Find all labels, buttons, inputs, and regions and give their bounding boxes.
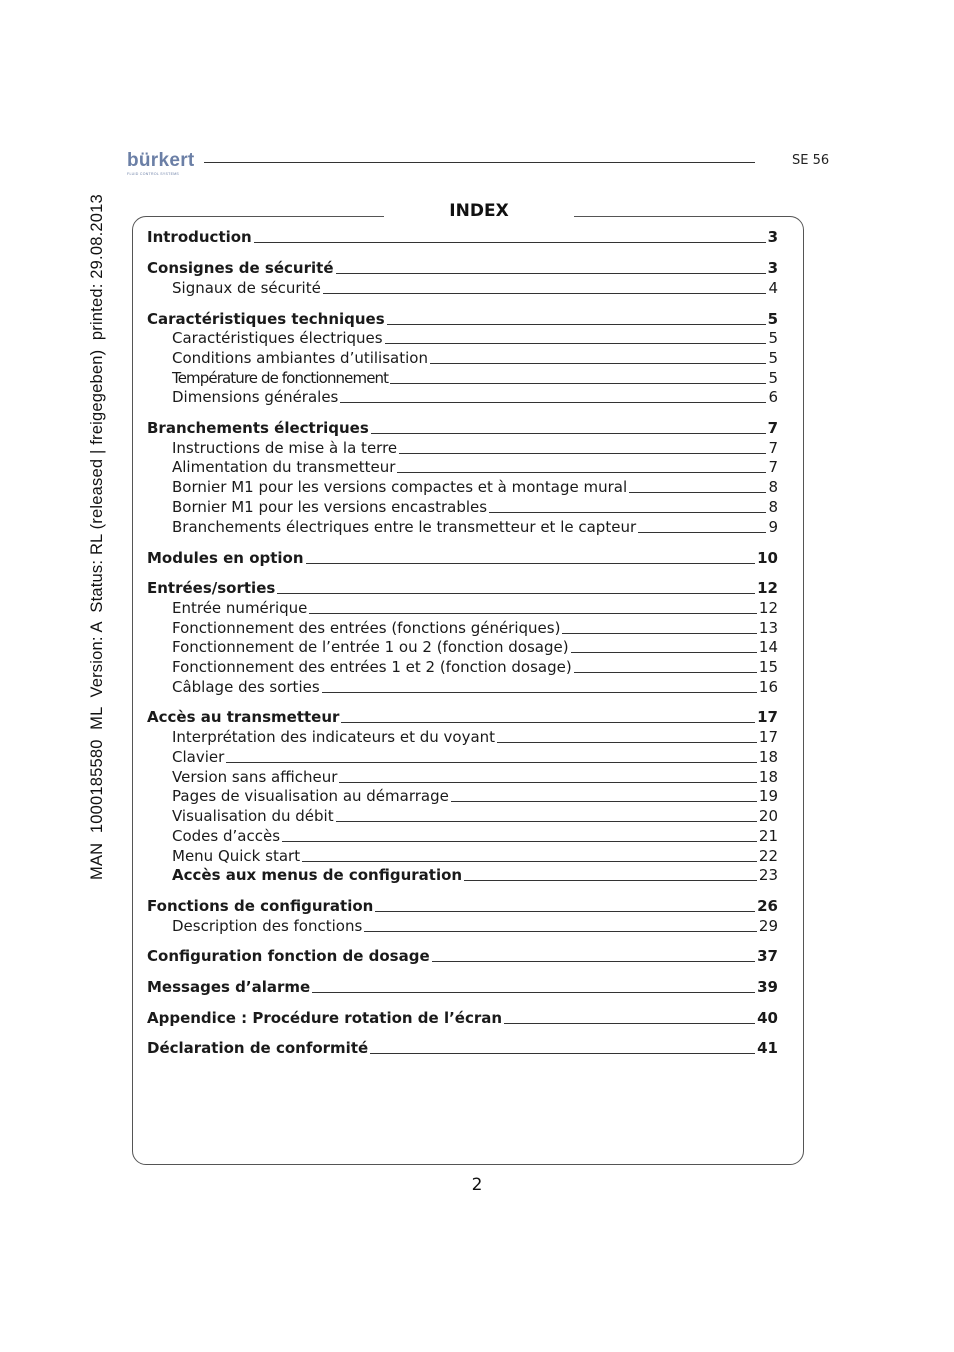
document-code: SE 56: [792, 153, 830, 168]
toc-entry[interactable]: [172, 915, 778, 935]
toc-leader: [451, 801, 757, 802]
toc-entry-page: 18: [758, 748, 778, 766]
toc-entry[interactable]: [172, 516, 778, 536]
toc-entry[interactable]: [172, 437, 778, 457]
toc-entry-title: Caractéristiques électriques: [172, 329, 383, 347]
toc-entry-title: Messages d’alarme: [147, 978, 311, 996]
toc-entry-page: 29: [758, 917, 778, 935]
toc-entry-page: 37: [757, 947, 778, 965]
toc-leader: [336, 821, 757, 822]
toc-leader: [302, 861, 757, 862]
toc-entry-page: 21: [758, 827, 778, 845]
toc-entry[interactable]: [172, 617, 778, 637]
toc-entry-page: 5: [768, 369, 778, 387]
toc-entry[interactable]: [147, 945, 778, 965]
header-rule: [204, 162, 755, 163]
toc-entry-title: Entrées/sorties: [147, 579, 276, 597]
toc-entry[interactable]: [172, 597, 778, 617]
toc-entry[interactable]: [172, 766, 778, 786]
toc-entry-title: Caractéristiques techniques: [147, 310, 385, 328]
toc-entry[interactable]: [147, 1037, 778, 1057]
toc-leader: [322, 692, 757, 693]
toc-entry[interactable]: [172, 456, 778, 476]
toc-entry[interactable]: [172, 825, 778, 845]
toc-entry[interactable]: [172, 785, 778, 805]
toc-entry-title: Codes d’accès: [172, 827, 281, 845]
toc-entry-page: 13: [758, 619, 778, 637]
toc-entry-page: 5: [767, 310, 778, 328]
toc-entry-title: Déclaration de conformité: [147, 1039, 369, 1057]
toc-entry[interactable]: [172, 386, 778, 406]
toc-entry-title: Description des fonctions: [172, 917, 363, 935]
toc-entry-page: 17: [758, 728, 778, 746]
toc-leader: [339, 782, 757, 783]
toc-entry[interactable]: [147, 1007, 778, 1027]
toc-entry[interactable]: [172, 864, 778, 884]
toc-leader: [629, 492, 766, 493]
toc-leader: [364, 931, 757, 932]
toc-leader: [497, 742, 757, 743]
toc-entry[interactable]: [147, 226, 778, 246]
toc-entry-page: 6: [768, 388, 778, 406]
toc-entry-title: Câblage des sorties: [172, 678, 320, 696]
toc-leader: [323, 293, 767, 294]
toc-leader: [638, 532, 766, 533]
toc-leader: [282, 841, 757, 842]
toc-entry[interactable]: [172, 327, 778, 347]
toc-leader: [464, 880, 757, 881]
toc-entry-page: 3: [767, 259, 778, 277]
toc-entry-title: Température de fonctionnement: [172, 369, 389, 387]
toc-leader: [574, 672, 757, 673]
toc-leader: [571, 652, 757, 653]
toc-leader: [254, 242, 766, 243]
toc-entry[interactable]: [147, 976, 778, 996]
toc-entry-page: 5: [768, 349, 778, 367]
toc-entry[interactable]: [172, 347, 778, 367]
toc-entry-page: 18: [758, 768, 778, 786]
toc-entry[interactable]: [172, 805, 778, 825]
toc-entry-title: Visualisation du débit: [172, 807, 334, 825]
toc-leader: [306, 563, 756, 564]
toc-entry[interactable]: [172, 277, 778, 297]
toc-entry-page: 14: [758, 638, 778, 656]
toc-entry-title: Introduction: [147, 228, 252, 246]
toc-entry-title: Accès aux menus de configuration: [172, 866, 463, 884]
index-title: INDEX: [449, 201, 509, 221]
toc-entry-page: 4: [768, 279, 778, 297]
toc-leader: [309, 613, 757, 614]
toc-leader: [277, 593, 755, 594]
toc-leader: [226, 762, 757, 763]
toc-entry-title: Fonctions de configuration: [147, 897, 374, 915]
toc-leader: [312, 992, 755, 993]
toc-leader: [387, 324, 766, 325]
toc-entry-title: Bornier M1 pour les versions encastrables: [172, 498, 488, 516]
toc-entry-title: Appendice : Procédure rotation de l’écran: [147, 1009, 503, 1027]
toc-entry[interactable]: [147, 257, 778, 277]
toc-entry-title: Fonctionnement de l’entrée 1 ou 2 (fonction dosage): [172, 638, 569, 656]
toc-entry-page: 39: [757, 978, 778, 996]
toc-entry-page: 7: [768, 439, 778, 457]
toc-leader: [336, 273, 766, 274]
toc-leader: [562, 633, 756, 634]
toc-entry[interactable]: [172, 845, 778, 865]
toc-entry[interactable]: [172, 746, 778, 766]
toc-entry[interactable]: [147, 417, 778, 437]
toc-entry-page: 9: [768, 518, 778, 536]
toc-entry-page: 23: [758, 866, 778, 884]
toc-entry-title: Branchements électriques: [147, 419, 369, 437]
toc-entry-page: 8: [768, 498, 778, 516]
toc-entry[interactable]: [172, 656, 778, 676]
toc-leader: [432, 961, 756, 962]
toc-entry-page: 12: [757, 579, 778, 597]
toc-entry-page: 10: [757, 549, 778, 567]
toc-entry-page: 20: [758, 807, 778, 825]
toc-entry-title: Signaux de sécurité: [172, 279, 321, 297]
toc-entry-title: Version sans afficheur: [172, 768, 338, 786]
toc-entry-title: Menu Quick start: [172, 847, 301, 865]
toc-entry-page: 3: [767, 228, 778, 246]
toc-entry[interactable]: [172, 476, 778, 496]
toc-entry-page: 41: [757, 1039, 778, 1057]
toc-entry-page: 17: [757, 708, 778, 726]
toc-entry-title: Fonctionnement des entrées 1 et 2 (fonction dosage): [172, 658, 572, 676]
toc-entry-title: Branchements électriques entre le transmetteur et le capteur: [172, 518, 637, 536]
page-number: 2: [471, 1175, 483, 1195]
toc-entry-page: 40: [757, 1009, 778, 1027]
toc-entry-page: 15: [758, 658, 778, 676]
toc-entry[interactable]: [172, 636, 778, 656]
toc-entry[interactable]: [172, 496, 778, 516]
toc-leader: [371, 433, 766, 434]
toc-entry-page: 12: [758, 599, 778, 617]
toc-entry-page: 5: [768, 329, 778, 347]
toc-leader: [340, 402, 766, 403]
toc-leader: [489, 512, 766, 513]
toc-entry-title: Consignes de sécurité: [147, 259, 334, 277]
toc-entry-title: Modules en option: [147, 549, 304, 567]
toc-leader: [341, 722, 755, 723]
burkert-logo: [127, 152, 195, 180]
toc-entry-page: 7: [767, 419, 778, 437]
toc-entry-title: Instructions de mise à la terre: [172, 439, 398, 457]
print-status-note: MAN 1000185580 ML Version: A Status: RL (released | freigegeben) printed: 29.08.2013: [88, 194, 106, 880]
toc-entry-title: Interprétation des indicateurs et du voyant: [172, 728, 496, 746]
toc-entry-title: Configuration fonction de dosage: [147, 947, 430, 965]
toc-leader: [397, 472, 766, 473]
toc-entry[interactable]: [147, 547, 778, 567]
toc-entry[interactable]: [147, 706, 778, 726]
toc-entry-page: 22: [758, 847, 778, 865]
toc-entry-page: 26: [757, 897, 778, 915]
toc-entry[interactable]: [147, 308, 778, 328]
toc-entry[interactable]: [172, 676, 778, 696]
toc-entry[interactable]: [172, 726, 778, 746]
toc-entry[interactable]: [147, 577, 778, 597]
toc-entry-page: 8: [768, 478, 778, 496]
toc-entry-title: Conditions ambiantes d’utilisation: [172, 349, 428, 367]
toc-entry-title: Clavier: [172, 748, 225, 766]
toc-leader: [385, 343, 767, 344]
toc-entry-title: Alimentation du transmetteur: [172, 458, 396, 476]
toc-leader: [504, 1023, 755, 1024]
toc-leader: [375, 911, 755, 912]
logo-wordmark: bürkert: [127, 150, 195, 171]
toc-entry[interactable]: [172, 367, 778, 387]
toc-entry[interactable]: [147, 895, 778, 915]
toc-entry-title: Bornier M1 pour les versions compactes et à montage mural: [172, 478, 628, 496]
toc-entry-title: Accès au transmetteur: [147, 708, 340, 726]
toc-leader: [430, 363, 766, 364]
toc-entry-page: 16: [758, 678, 778, 696]
toc-entry-title: Entrée numérique: [172, 599, 308, 617]
toc-entry-title: Fonctionnement des entrées (fonctions génériques): [172, 619, 561, 637]
toc-entry-title: Dimensions générales: [172, 388, 339, 406]
toc-leader: [390, 383, 766, 384]
toc-leader: [370, 1053, 755, 1054]
logo-tagline: FLUID CONTROL SYSTEMS: [127, 172, 180, 176]
toc-entry-page: 7: [768, 458, 778, 476]
toc-entry-page: 19: [758, 787, 778, 805]
toc-entry-title: Pages de visualisation au démarrage: [172, 787, 449, 805]
toc-leader: [399, 453, 766, 454]
